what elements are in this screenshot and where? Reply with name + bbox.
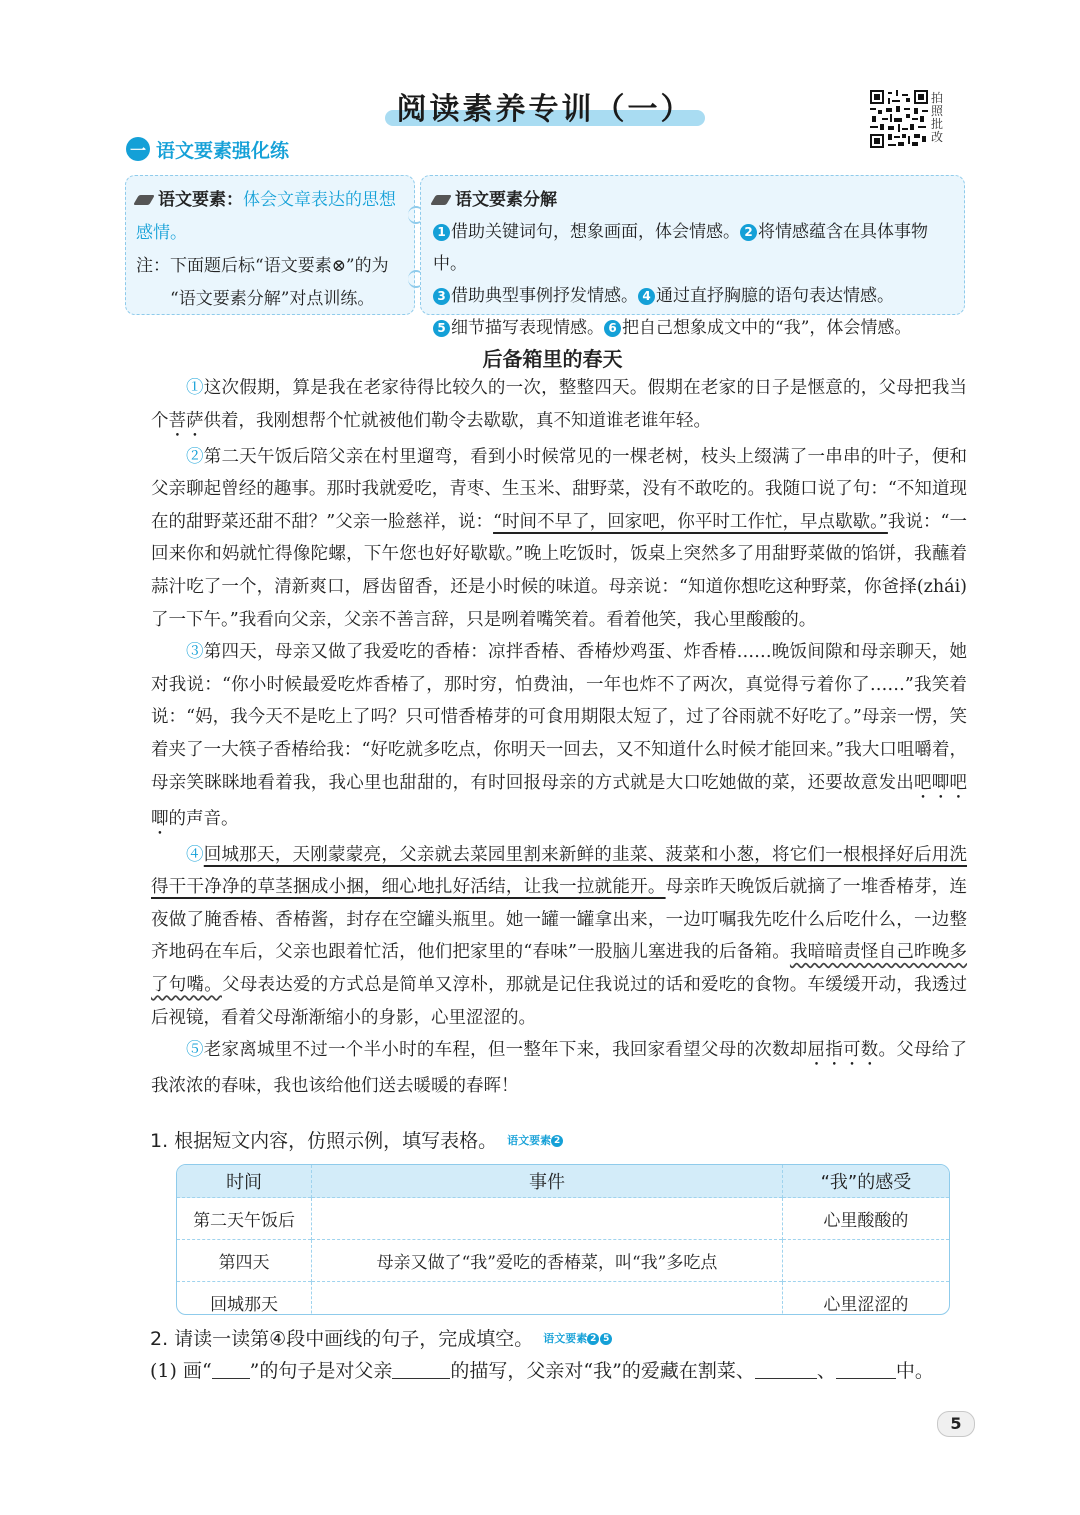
sub1-text: 的描写，父亲对“我”的爱藏在割菜、 [450,1360,755,1382]
answer-cell[interactable] [782,1240,949,1282]
breakdown-heading-line [433,184,952,216]
sub1-text: 、 [816,1360,836,1382]
table-cell: 心里涩涩的 [782,1282,949,1316]
section-heading [126,136,289,162]
question-2-prompt: 2. 请读一读第④段中画线的句子，完成填空。 [150,1328,534,1350]
question-2 [150,1324,613,1351]
paragraph-text: 。父母给了我浓浓的春味，我也该给他们送去暖暖的春晖！ [151,1040,968,1097]
paragraph-text: 母亲昨天晚饭后就摘了一堆香椿芽，连夜做了腌香椿、香椿酱，封存在空罐头瓶里。她一罐一罐拿出来，一边叮嘱我先吃什么后吃什么，一边整齐地码在车后，父亲也跟着忙活，他们把家里的“春味”一股脑儿塞进我的后备箱。 [151,877,968,963]
paragraph-text: 供着，我刚想帮个忙就被他们勒令去歇歇，真不知道谁老谁年轻。 [203,410,711,431]
breakdown-heading: 语文要素分解 [455,190,557,210]
paragraph-1 [151,372,967,441]
note-line1: 下面题后标“语文要素⊗”的为 [170,256,389,276]
tag-num: 2 [551,1135,563,1147]
paragraph-number: ① [186,378,204,398]
title-banner [385,84,705,130]
paragraph-text: 老家离城里不过一个半小时的车程，但一整年下来，我回家看望父母的次数却 [203,1040,808,1061]
element-box [125,175,415,315]
paragraph-text: 这次假期，算是我在老家待得比较久的一次，整整四天。假期在老家的日子是惬意的，父母把我当个 [151,378,968,431]
paragraph-number: ③ [186,642,204,663]
page-title: 阅读素养专训（一） [396,92,694,127]
paragraph-text: 第四天，母亲又做了我爱吃的香椿：凉拌香椿、香椿炒鸡蛋、炸香椿……晚饭间隙和母亲聊天，她对我说：“你小时候最爱吃炸香椿了，那时穷，怕费油，一年也炸不了两次，真觉得亏着你了……”我笑着说：“妈，我今天不是吃上了吗？只可惜香椿芽的可食用期限太短了，过了谷雨就不好吃了。”母亲一愣，笑着夹了一大筷子香椿给我：“好吃就多吃点，你明天一回去，又不知道什么时候才能回来。”我大口咀嚼着，母亲笑眯眯地看着我，我心里也甜甜的，有时回报母亲的方式就是大口吃她做的菜，还要故意发出 [151,642,968,793]
paragraph-number: ⑤ [186,1040,204,1061]
answer-blank[interactable] [392,1360,450,1379]
sub1-text: ”的句子是对父亲 [249,1360,393,1382]
tag-label: 语文要素 [543,1332,588,1345]
table-cell: 母亲又做了“我”爱吃的香椿菜，叫“我”多吃点 [312,1240,783,1282]
paragraph-text: 的声音。 [168,808,239,829]
breakdown-line-2 [433,280,952,312]
table-row [177,1240,949,1282]
table-cell: 心里酸酸的 [782,1198,949,1240]
breakdown-box [420,175,965,338]
answer-blank[interactable] [755,1360,817,1379]
pencil-icon [430,195,452,205]
note-prefix: 注： [136,256,170,276]
breakdown-num: 6 [604,320,621,337]
question-1 [150,1126,564,1153]
table-header: 事件 [312,1165,783,1198]
dotted-word: 菩萨 [168,410,204,431]
breakdown-item: 把自己想象成文中的“我”，体会情感。 [622,318,912,338]
blank-line[interactable] [212,1360,250,1379]
tag-label: 语文要素 [507,1134,552,1147]
sub1-text: (1) 画“ [150,1360,212,1382]
breakdown-num: 1 [433,224,450,241]
table-row [177,1198,949,1240]
breakdown-line-1 [433,216,952,280]
paragraph-text: 父母表达爱的方式总是简单又淳朴，那就是记住我说过的话和爱吃的食物。车缓缓开动，我透过后视镜，看着父母渐渐缩小的身影，心里涩涩的。 [151,974,968,1028]
section-label: 语文要素强化练 [156,139,290,162]
note-line2: “语文要素分解”对点训练。 [170,289,375,309]
table-cell: 第二天午饭后 [177,1198,312,1240]
breakdown-item: 细节描写表现情感。 [451,318,604,338]
page-number: 5 [937,1411,975,1437]
article-title: 后备箱里的春天 [482,347,623,371]
breakdown-num: 4 [638,288,655,305]
paragraph-number: ④ [186,844,204,865]
dotted-word: 吧唧吧唧 [151,772,968,829]
breakdown-num: 2 [740,224,757,241]
underlined-sentence: 回城那天，天刚蒙蒙亮，父亲就去菜园里割来新鲜的韭菜、菠菜和小葱，将它们一根根择好后用洗得干干净净的草茎捆成小捆，细心地扎好活结，让我一拉就能开。 [151,844,968,898]
tag-num: 2 [587,1333,599,1345]
element-focus: 体会文章表达的思想感情。 [136,190,396,243]
pen-icon [133,195,155,205]
paragraph-5 [151,1034,967,1103]
tag-num: 5 [600,1333,612,1345]
breakdown-line-3 [433,312,952,344]
question-1-prompt: 1. 根据短文内容，仿照示例，填写表格。 [150,1130,498,1152]
table-cell: 回城那天 [177,1282,312,1316]
table-header: 时间 [177,1165,312,1198]
paragraph-number: ② [186,446,204,467]
element-tag [543,1330,613,1346]
paragraph-text: 我说：“一回来你和妈就忙得像陀螺，下午您也好好歇歇。”晚上吃饭时，饭桌上突然多了用甜野菜做的馅饼，我蘸着蒜汁吃了一个，清新爽口，唇齿留香，还是小时候的味道。母亲说：“知道你想吃这种野菜，你爸择(zhái)了一下午。”我看向父亲，父亲不善言辞，只是咧着嘴笑着。看着他笑，我心里酸酸的。 [151,511,967,630]
breakdown-item: 借助关键词句，想象画面，体会情感。 [451,222,740,242]
qr-label: 拍照批改 [931,91,944,144]
breakdown-item: 借助典型事例抒发情感。 [451,286,638,306]
paragraph-text: 第二天午饭后陪父亲在村里遛弯，看到小时候常见的一棵老树，枝头上缀满了一串串的叶子，便和父亲聊起曾经的趣事。那时我就爱吃，青枣、生玉米、甜野菜，没有不敢吃的。我随口说了句：“不知道现在的甜野菜还甜不甜？”父亲一脸慈祥，说： [151,446,968,532]
answer-blank[interactable] [836,1360,896,1379]
element-tag [507,1132,564,1148]
paragraph-2 [151,441,967,637]
sub1-text: 中。 [895,1360,934,1382]
answer-table [176,1164,950,1315]
qr-code-icon[interactable] [870,90,928,148]
underlined-sentence: “时间不早了，回家吧，你平时工作忙，早点歇歇。” [493,511,888,532]
dotted-word: 屈指可数 [807,1040,879,1061]
article-body [151,372,967,1103]
breakdown-num: 5 [433,320,450,337]
element-heading: 语文要素： [158,190,243,210]
paragraph-4 [151,839,967,1035]
answer-cell[interactable] [312,1282,783,1316]
breakdown-num: 3 [433,288,450,305]
table-header: “我”的感受 [782,1165,949,1198]
table-row [177,1282,949,1316]
element-note [136,250,404,283]
question-2-sub1 [150,1356,934,1383]
paragraph-3 [151,636,967,838]
section-number: 一 [126,137,150,161]
answer-cell[interactable] [312,1198,783,1240]
breakdown-item: 将情感蕴含在具体事物中。 [433,222,928,274]
wavy-underlined-sentence: 我暗暗责怪自己昨晚多了句嘴。 [151,942,968,995]
table-cell: 第四天 [177,1240,312,1282]
element-heading-line [136,184,404,250]
breakdown-item: 通过直抒胸臆的语句表达情感。 [656,286,894,306]
